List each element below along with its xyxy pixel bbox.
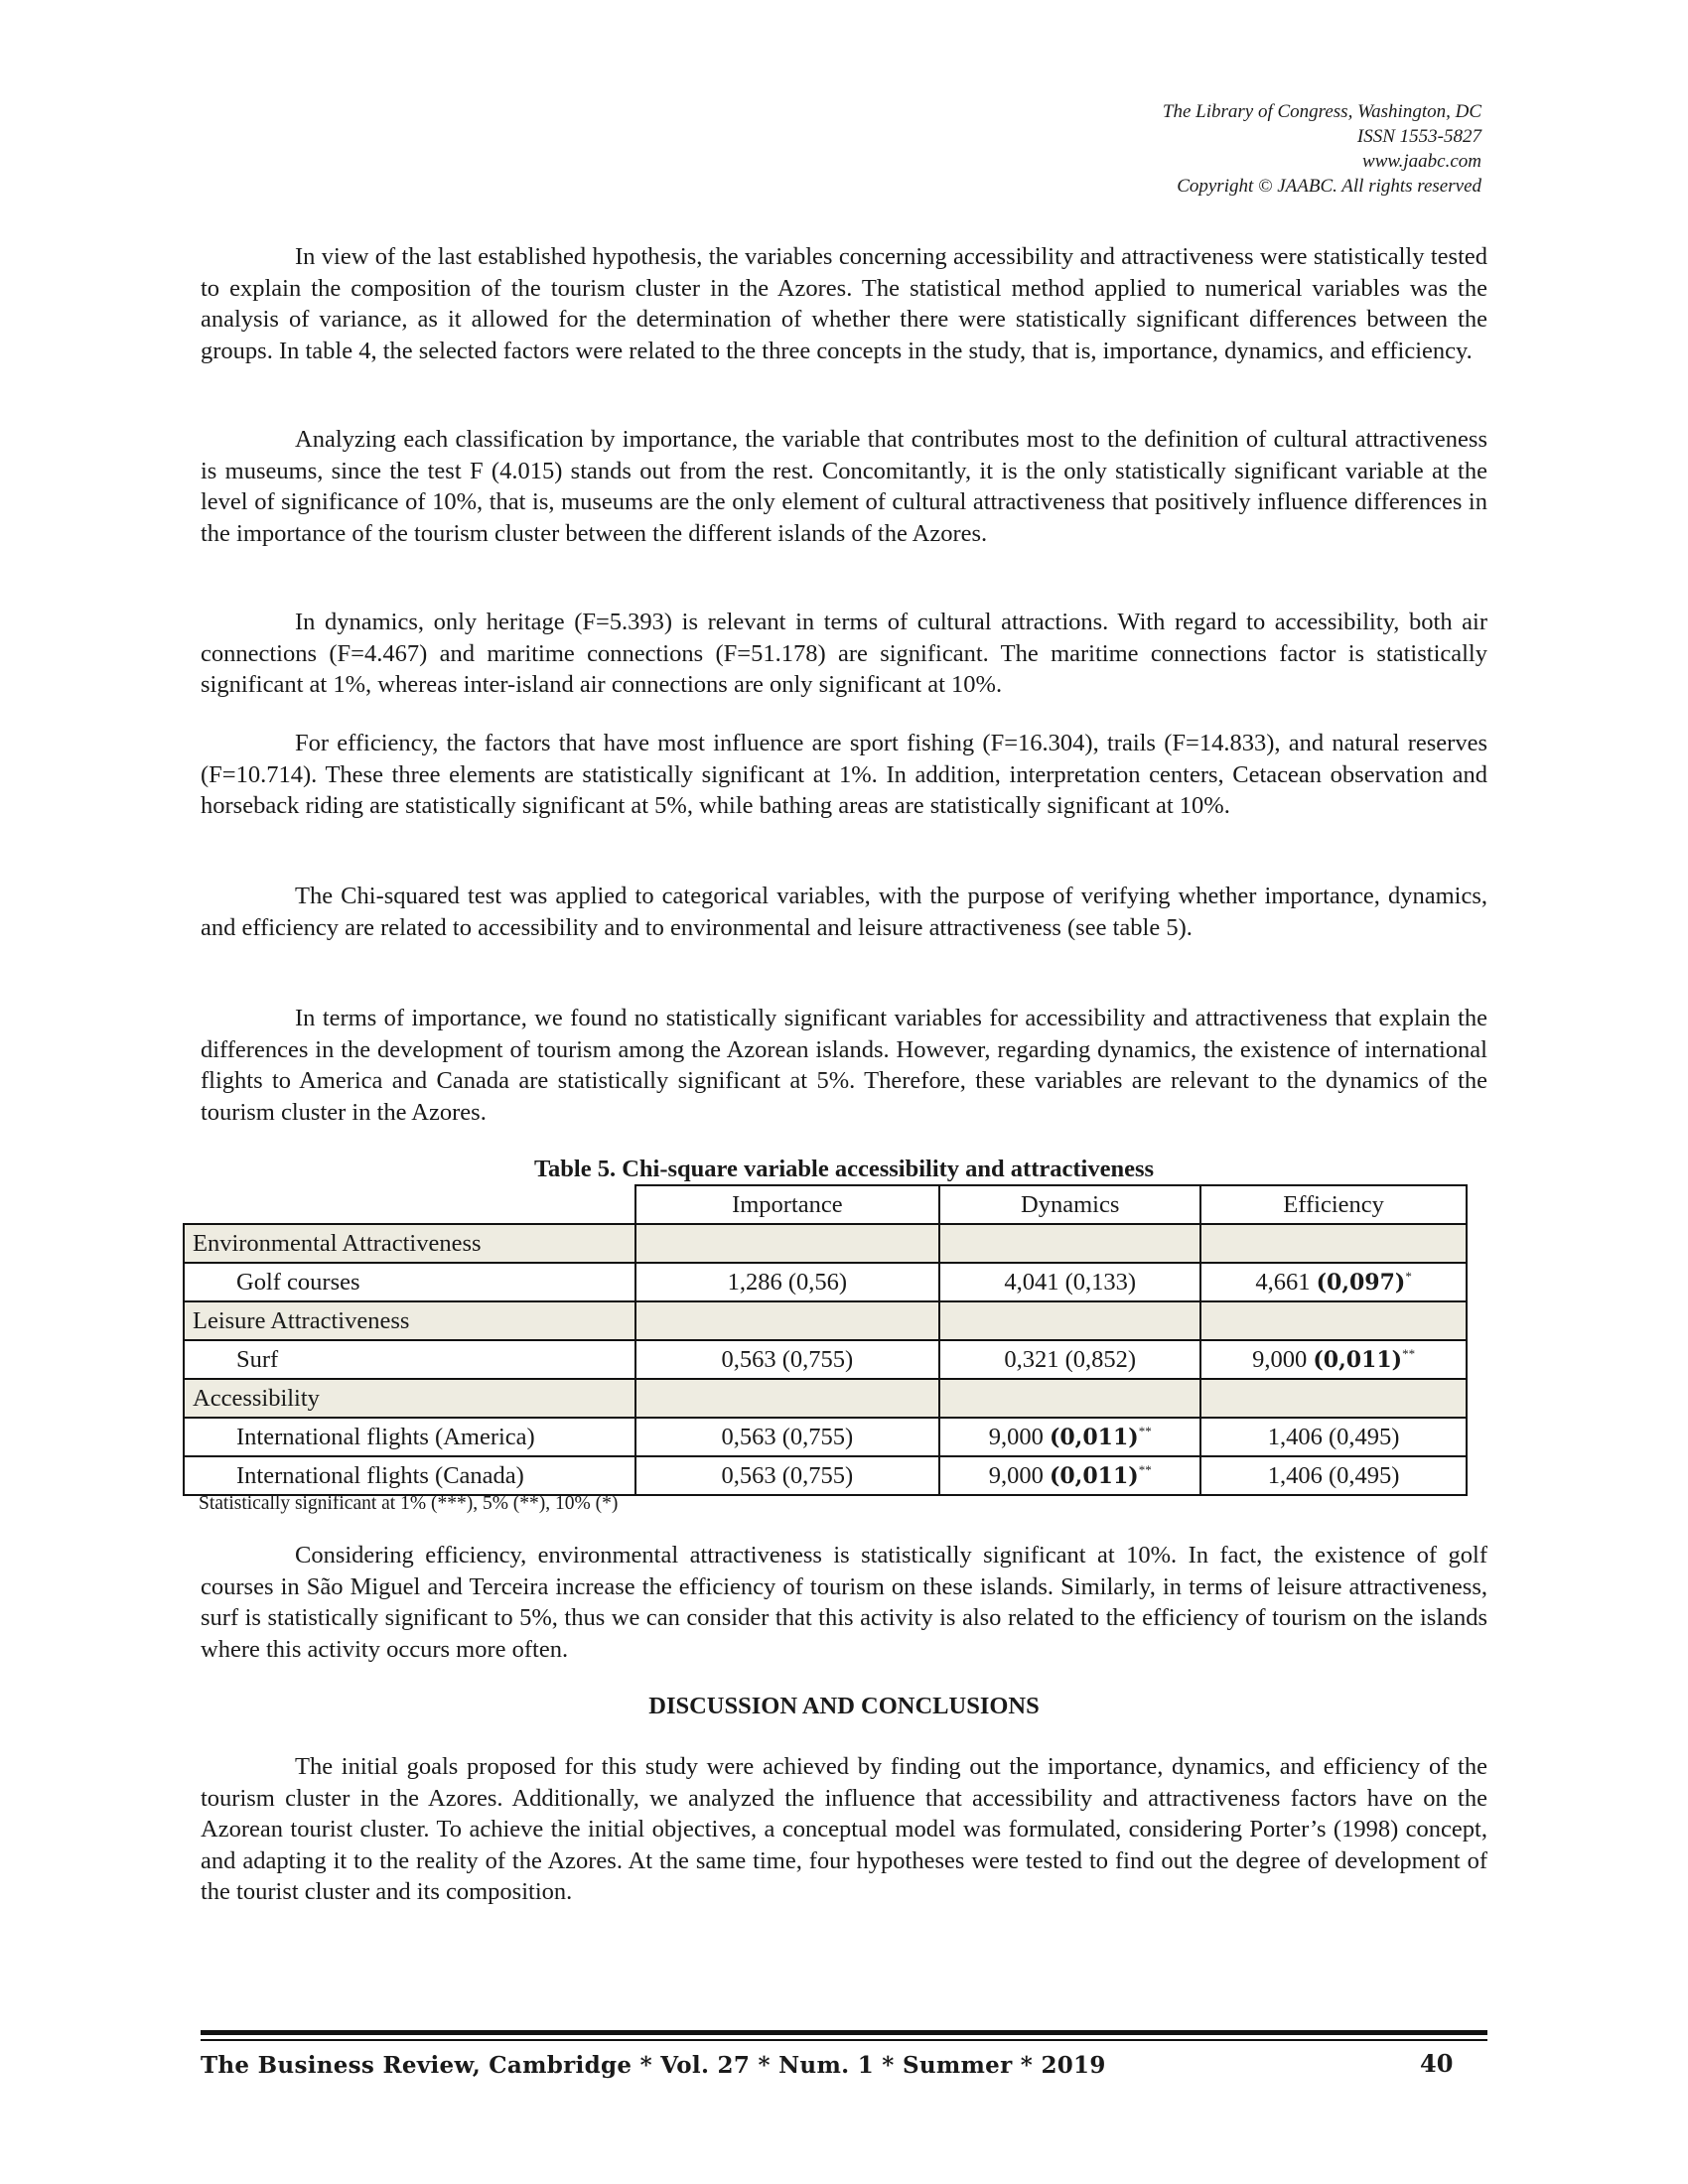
significant-value: (0,011): [1313, 1346, 1403, 1373]
cell-surf-efficiency: [1200, 1340, 1467, 1379]
cell-canada-importance: 0,563 (0,755): [635, 1456, 940, 1495]
paragraph-3-text: In dynamics, only heritage (F=5.393) is relevant in terms of cultural attractions. With regard to accessibility, both air connections (F=4.467) and maritime connections (F=51.178) are significant. The maritime connections factor is statistically significant at 1%, whereas inter-island air connections are only significant at 10%.: [201, 609, 1487, 698]
row-label-surf: Surf: [184, 1340, 635, 1379]
significance-mark: **: [1402, 1345, 1416, 1361]
empty-cell: [635, 1301, 940, 1340]
paragraph-1-text: In view of the last established hypothesis, the variables concerning accessibility and attractiveness were statistically tested to explain the composition of the tourism cluster in the Azores. The statistical method applied to numerical variables was the analysis of variance, as it allowed for the determination of whether there were statistically significant differences between the groups. In table 4, the selected factors were related to the three concepts in the study, that is, importance, dynamics, and efficiency.: [201, 243, 1487, 364]
paragraph-2: [201, 424, 1487, 549]
paragraph-6: [201, 1003, 1487, 1128]
table-note: Statistically significant at 1% (***), 5% (**), 10% (*): [199, 1493, 619, 1514]
chi-square-table: [183, 1184, 1468, 1496]
table-group-row: [184, 1379, 1467, 1418]
significance-mark: **: [1138, 1423, 1152, 1438]
cell-america-importance: 0,563 (0,755): [635, 1418, 940, 1456]
table-group-row: [184, 1301, 1467, 1340]
cell-surf-dynamics: 0,321 (0,852): [939, 1340, 1200, 1379]
significant-value: (0,011): [1049, 1462, 1139, 1489]
journal-header: [886, 99, 1481, 199]
empty-cell: [939, 1301, 1200, 1340]
table-header-row: [184, 1185, 1467, 1224]
column-header-dynamics: Dynamics: [939, 1185, 1200, 1224]
paragraph-5: [201, 881, 1487, 943]
cell-golf-dynamics: 4,041 (0,133): [939, 1263, 1200, 1301]
table-group-row: [184, 1224, 1467, 1263]
footer-rule: [201, 2030, 1487, 2035]
cell-golf-efficiency: [1200, 1263, 1467, 1301]
paragraph-7: [201, 1540, 1487, 1665]
empty-cell: [635, 1379, 940, 1418]
significant-value: (0,097): [1316, 1269, 1406, 1296]
cell-canada-dynamics: [939, 1456, 1200, 1495]
group-label-environmental: Environmental Attractiveness: [184, 1224, 635, 1263]
header-copyright: Copyright © JAABC. All rights reserved: [1177, 176, 1481, 197]
row-label-america: International flights (America): [184, 1418, 635, 1456]
header-website: www.jaabc.com: [1362, 151, 1481, 172]
table-row: [184, 1263, 1467, 1301]
empty-cell: [1200, 1301, 1467, 1340]
cell-america-efficiency: 1,406 (0,495): [1200, 1418, 1467, 1456]
column-header-importance: Importance: [635, 1185, 940, 1224]
table-corner-cell: [184, 1185, 635, 1224]
paragraph-5-text: The Chi-squared test was applied to categorical variables, with the purpose of verifying whether importance, dynamics, and efficiency are related to accessibility and to environmental and leisure attractiveness (see table 5).: [201, 883, 1487, 941]
paragraph-4: [201, 728, 1487, 822]
header-issn: ISSN 1553-5827: [1356, 126, 1481, 147]
empty-cell: [939, 1379, 1200, 1418]
row-label-canada: International flights (Canada): [184, 1456, 635, 1495]
column-header-efficiency: Efficiency: [1200, 1185, 1467, 1224]
paragraph-4-text: For efficiency, the factors that have most influence are sport fishing (F=16.304), trails (F=14.833), and natural reserves (F=10.714). These three elements are statistically significant at 1%. In addition, interpretation centers, Cetacean observation and horseback riding are statistically significant at 5%, while bathing areas are statistically significant at 10%.: [201, 730, 1487, 819]
cell-value: 9,000: [988, 1461, 1050, 1489]
table-row: [184, 1340, 1467, 1379]
significant-value: (0,011): [1049, 1424, 1139, 1450]
cell-value: 9,000: [988, 1423, 1050, 1450]
row-label-golf: Golf courses: [184, 1263, 635, 1301]
paragraph-2-text: Analyzing each classification by importance, the variable that contributes most to the definition of cultural attractiveness is museums, since the test F (4.015) stands out from the rest. Concomitantly, it is the only statistically significant variable at the level of significance of 10%, that is, museums are the only element of cultural attractiveness that positively influence differences in the importance of the tourism cluster between the different islands of the Azores.: [201, 426, 1487, 547]
significance-mark: *: [1405, 1268, 1412, 1284]
cell-value: 4,661: [1255, 1268, 1317, 1296]
section-heading: DISCUSSION AND CONCLUSIONS: [648, 1693, 1040, 1719]
page-number: 40: [1420, 2049, 1454, 2078]
cell-golf-importance: 1,286 (0,56): [635, 1263, 940, 1301]
empty-cell: [635, 1224, 940, 1263]
empty-cell: [1200, 1379, 1467, 1418]
table-title: Table 5. Chi-square variable accessibility and attractiveness: [533, 1156, 1155, 1182]
paragraph-1: [201, 241, 1487, 366]
table-row: [184, 1456, 1467, 1495]
header-library: The Library of Congress, Washington, DC: [1162, 101, 1481, 122]
cell-surf-importance: 0,563 (0,755): [635, 1340, 940, 1379]
group-label-leisure: Leisure Attractiveness: [184, 1301, 635, 1340]
cell-canada-efficiency: 1,406 (0,495): [1200, 1456, 1467, 1495]
significance-mark: **: [1138, 1461, 1152, 1477]
cell-value: 9,000: [1252, 1345, 1314, 1373]
empty-cell: [1200, 1224, 1467, 1263]
footer-rule-thin: [201, 2039, 1487, 2041]
paragraph-8-text: The initial goals proposed for this study were achieved by finding out the importance, dynamics, and efficiency of the tourism cluster in the Azores. Additionally, we analyzed the influence that accessibility and attractiveness factors have on the Azorean tourist cluster. To achieve the initial objectives, a conceptual model was formulated, considering Porter’s (1998) concept, and adapting it to the reality of the Azores. At the same time, four hypotheses were tested to find out the degree of development of the tourist cluster and its composition.: [201, 1753, 1487, 1905]
group-label-accessibility: Accessibility: [184, 1379, 635, 1418]
cell-america-dynamics: [939, 1418, 1200, 1456]
footer-journal: The Business Review, Cambridge * Vol. 27 * Num. 1 * Summer * 2019: [201, 2052, 1106, 2079]
paragraph-6-text: In terms of importance, we found no statistically significant variables for accessibility and attractiveness that explain the differences in the development of tourism among the Azorean islands. However, regarding dynamics, the existence of international flights to America and Canada are statistically significant at 5%. Therefore, these variables are relevant to the dynamics of the tourism cluster in the Azores.: [201, 1005, 1487, 1126]
paragraph-3: [201, 607, 1487, 701]
empty-cell: [939, 1224, 1200, 1263]
table-row: [184, 1418, 1467, 1456]
paragraph-7-text: Considering efficiency, environmental attractiveness is statistically significant at 10%. In fact, the existence of golf courses in São Miguel and Terceira increase the efficiency of tourism on these islands. Similarly, in terms of leisure attractiveness, surf is statistically significant to 5%, thus we can consider that this activity is also related to the efficiency of tourism on the islands where this activity occurs more often.: [201, 1542, 1487, 1663]
paragraph-8: [201, 1751, 1487, 1908]
